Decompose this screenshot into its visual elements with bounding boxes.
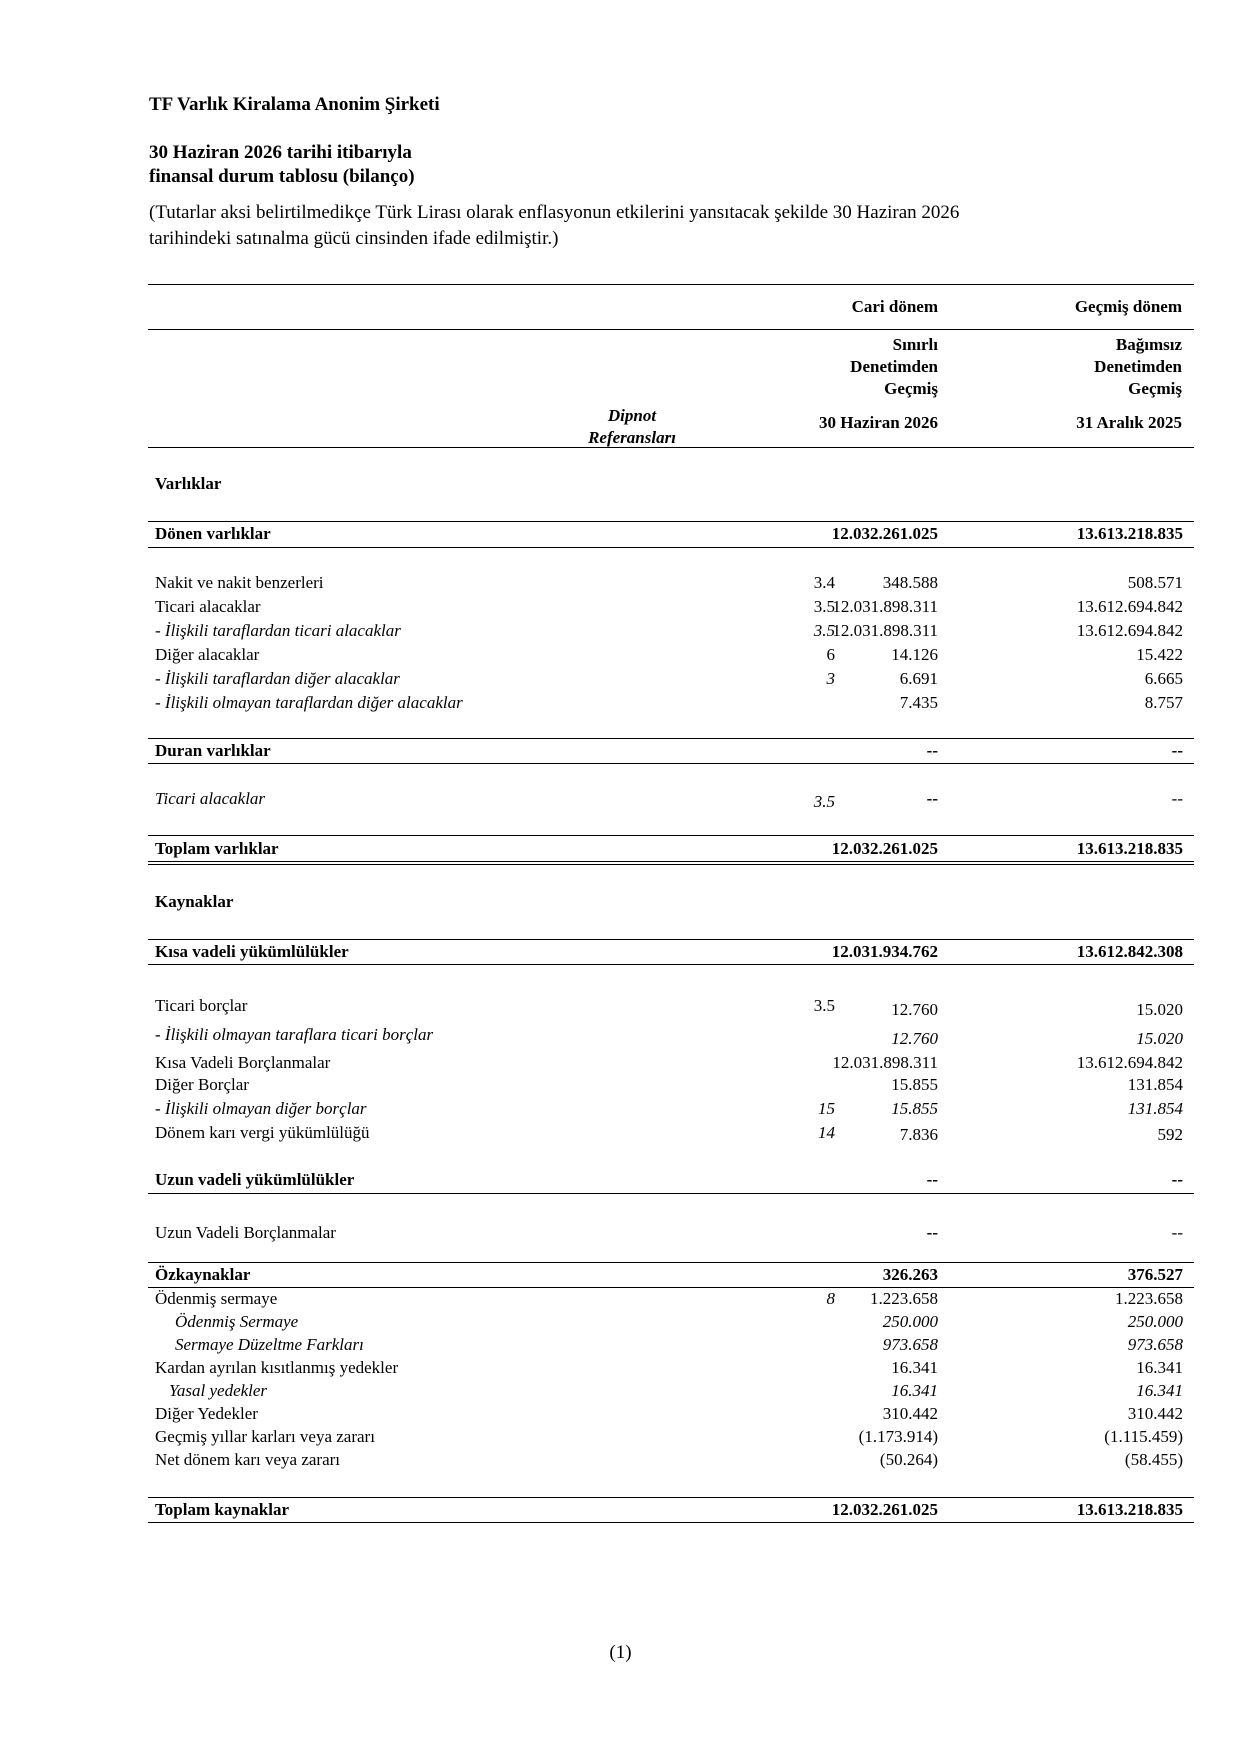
- value-prior: 13.612.694.842: [1076, 1053, 1183, 1072]
- row-label: Ticari alacaklar: [155, 789, 266, 808]
- audit2-header: [1094, 334, 1182, 400]
- liabilities-section-title: Kaynaklar: [155, 892, 234, 911]
- table-row: [155, 1289, 1183, 1311]
- period1-header: Cari dönem: [851, 297, 938, 316]
- equity-total-row: [155, 1265, 1183, 1287]
- value-prior: 13.612.842.308: [1076, 942, 1183, 961]
- double-rule: [148, 864, 1194, 865]
- assets-section-title: Varlıklar: [155, 474, 222, 493]
- ref-value: 3.5: [813, 621, 835, 640]
- value-prior: 973.658: [1127, 1335, 1183, 1354]
- value-current: 250.000: [882, 1312, 938, 1331]
- value-prior: 310.442: [1127, 1404, 1183, 1423]
- table-row: [155, 621, 1183, 643]
- value-prior: --: [1171, 789, 1183, 808]
- row-label: Diğer alacaklar: [155, 645, 260, 664]
- value-current: --: [926, 1170, 938, 1189]
- value-current: 12.031.898.311: [832, 621, 938, 640]
- header-rule: [148, 329, 1194, 330]
- audit2-line: Bağımsız: [1115, 335, 1182, 354]
- row-label: Yasal yedekler: [169, 1381, 268, 1400]
- row-label: Diğer Borçlar: [155, 1075, 249, 1094]
- table-row: [155, 1075, 1183, 1097]
- long-term-liabilities-total-row: [155, 1170, 1183, 1192]
- value-current: 12.032.261.025: [831, 839, 938, 858]
- table-top-rule: [148, 284, 1194, 285]
- row-label: Dönem karı vergi yükümlülüğü: [155, 1123, 370, 1142]
- rule: [148, 763, 1194, 764]
- row-label: - İlişkili olmayan taraflardan diğer alacaklar: [155, 693, 463, 712]
- audit2-line: Geçmiş: [1128, 379, 1182, 398]
- rule: [148, 964, 1194, 965]
- ref-value: 6: [826, 645, 835, 664]
- value-current: 12.032.261.025: [831, 524, 938, 543]
- table-row: [155, 1358, 1183, 1380]
- value-current: 973.658: [882, 1335, 938, 1354]
- date2-header: 31 Aralık 2025: [1076, 413, 1182, 432]
- total-liabilities-row: [155, 1500, 1183, 1522]
- row-label: Ödenmiş Sermaye: [175, 1312, 299, 1331]
- value-prior: 508.571: [1127, 573, 1183, 592]
- value-current: 310.442: [882, 1404, 938, 1423]
- value-prior: 1.223.658: [1115, 1289, 1183, 1308]
- row-label: Ticari borçlar: [155, 996, 248, 1015]
- value-prior: 15.020: [1136, 1029, 1183, 1048]
- value-prior: 16.341: [1136, 1358, 1183, 1377]
- rule: [148, 1522, 1194, 1523]
- audit1-line: Geçmiş: [884, 379, 938, 398]
- value-current: 12.760: [891, 1029, 938, 1048]
- table-row: [155, 1427, 1183, 1449]
- header-bottom-rule: [148, 447, 1194, 448]
- audit1-line: Sınırlı: [892, 335, 938, 354]
- table-row: [155, 669, 1183, 691]
- ref-value: 3: [826, 669, 835, 688]
- table-row: [155, 1312, 1183, 1334]
- row-label: Ticari alacaklar: [155, 597, 261, 616]
- ref-value: 3.5: [813, 996, 835, 1015]
- row-label: Uzun Vadeli Borçlanmalar: [155, 1223, 336, 1242]
- rule: [148, 521, 1194, 522]
- value-current: 14.126: [891, 645, 938, 664]
- ref-value: 14: [818, 1123, 835, 1142]
- ref-header: [562, 405, 702, 449]
- value-current: 7.836: [899, 1125, 938, 1144]
- value-prior: 13.612.694.842: [1076, 621, 1183, 640]
- value-prior: 250.000: [1127, 1312, 1183, 1331]
- value-current: 6.691: [899, 669, 938, 688]
- value-prior: 6.665: [1144, 669, 1183, 688]
- period2-header: Geçmiş dönem: [1074, 297, 1182, 316]
- current-assets-total-row: [155, 524, 1183, 546]
- table-row: [155, 573, 1183, 595]
- value-prior: 131.854: [1127, 1099, 1183, 1118]
- table-row: [155, 1099, 1183, 1121]
- table-row: [155, 597, 1183, 619]
- value-prior: 13.613.218.835: [1076, 839, 1183, 858]
- ref-header-line: Referansları: [588, 428, 676, 447]
- value-prior: --: [1171, 741, 1183, 760]
- value-prior: (1.115.459): [1104, 1427, 1183, 1446]
- rule: [148, 1193, 1194, 1194]
- table-row: [155, 1223, 1183, 1245]
- row-label: Nakit ve nakit benzerleri: [155, 573, 324, 592]
- value-current: 15.855: [891, 1075, 938, 1094]
- value-current: --: [926, 789, 938, 808]
- currency-note-line2: tarihindeki satınalma gücü cinsinden ifade edilmiştir.): [149, 228, 559, 249]
- value-current: 348.588: [882, 573, 938, 592]
- value-prior: 15.422: [1136, 645, 1183, 664]
- row-label: Sermaye Düzeltme Farkları: [175, 1335, 364, 1354]
- row-label: - İlişkili taraflardan diğer alacaklar: [155, 669, 400, 688]
- value-current: 12.032.261.025: [831, 1500, 938, 1519]
- row-label: - İlişkili olmayan diğer borçlar: [155, 1099, 367, 1118]
- rule: [148, 738, 1194, 739]
- table-row: [155, 1450, 1183, 1472]
- short-term-liabilities-total-row: [155, 942, 1183, 964]
- value-current: 16.341: [891, 1381, 938, 1400]
- page-number: (1): [609, 1642, 632, 1663]
- statement-title-line2: finansal durum tablosu (bilanço): [149, 166, 415, 187]
- value-current: 12.760: [891, 1000, 938, 1019]
- value-current: --: [926, 741, 938, 760]
- row-label: Kısa vadeli yükümlülükler: [155, 942, 349, 961]
- audit1-line: Denetimden: [850, 357, 938, 376]
- value-current: 326.263: [882, 1265, 938, 1284]
- double-rule: [148, 861, 1194, 862]
- table-row: [155, 789, 1183, 811]
- ref-value: 3.5: [813, 792, 835, 811]
- row-label: Toplam varlıklar: [155, 839, 279, 858]
- row-label: Kardan ayrılan kısıtlanmış yedekler: [155, 1358, 399, 1377]
- value-prior: 131.854: [1127, 1075, 1183, 1094]
- value-prior: 16.341: [1136, 1381, 1183, 1400]
- value-current: 7.435: [899, 693, 938, 712]
- table-row: [155, 1025, 1183, 1047]
- row-label: Duran varlıklar: [155, 741, 271, 760]
- date1-header: 30 Haziran 2026: [819, 413, 938, 432]
- value-current: 12.031.898.311: [832, 597, 938, 616]
- rule: [148, 1287, 1194, 1288]
- currency-note-line1: (Tutarlar aksi belirtilmedikçe Türk Lirası olarak enflasyonun etkilerini yansıtacak şekilde 30 Haziran 2026: [149, 202, 960, 223]
- audit1-header: [850, 334, 938, 400]
- value-current: (1.173.914): [858, 1427, 938, 1446]
- total-assets-row: [155, 839, 1183, 861]
- row-label: Diğer Yedekler: [155, 1404, 258, 1423]
- row-label: Toplam kaynaklar: [155, 1500, 289, 1519]
- table-row: [155, 996, 1183, 1018]
- ref-value: 15: [818, 1099, 835, 1118]
- row-label: Dönen varlıklar: [155, 524, 271, 543]
- value-current: --: [926, 1223, 938, 1242]
- ref-value: 3.5: [813, 597, 835, 616]
- value-prior: 8.757: [1144, 693, 1183, 712]
- row-label: - İlişkili taraflardan ticari alacaklar: [155, 621, 401, 640]
- row-label: Net dönem karı veya zararı: [155, 1450, 341, 1469]
- table-row: [155, 1404, 1183, 1426]
- row-label: Geçmiş yıllar karları veya zararı: [155, 1427, 375, 1446]
- rule: [148, 547, 1194, 548]
- rule: [148, 835, 1194, 836]
- row-label: Özkaynaklar: [155, 1265, 251, 1284]
- value-current: (50.264): [879, 1450, 938, 1469]
- table-row: [155, 1335, 1183, 1357]
- value-prior: 376.527: [1127, 1265, 1183, 1284]
- statement-title-line1: 30 Haziran 2026 tarihi itibarıyla: [149, 142, 412, 163]
- audit2-line: Denetimden: [1094, 357, 1182, 376]
- noncurrent-assets-total-row: [155, 741, 1183, 763]
- value-current: 15.855: [891, 1099, 938, 1118]
- row-label: Uzun vadeli yükümlülükler: [155, 1170, 355, 1189]
- table-row: [155, 645, 1183, 667]
- value-prior: --: [1171, 1170, 1183, 1189]
- value-prior: 13.612.694.842: [1076, 597, 1183, 616]
- value-prior: 15.020: [1136, 1000, 1183, 1019]
- rule: [148, 1262, 1194, 1263]
- row-label: - İlişkili olmayan taraflara ticari borçlar: [155, 1025, 434, 1044]
- company-name: TF Varlık Kiralama Anonim Şirketi: [149, 94, 440, 115]
- value-current: 1.223.658: [870, 1289, 938, 1308]
- value-prior: 13.613.218.835: [1076, 524, 1183, 543]
- ref-header-line: Dipnot: [607, 406, 657, 425]
- value-prior: --: [1171, 1223, 1183, 1242]
- row-label: Ödenmiş sermaye: [155, 1289, 278, 1308]
- rule: [148, 1497, 1194, 1498]
- table-row: [155, 693, 1183, 715]
- value-prior: 592: [1157, 1125, 1183, 1144]
- value-prior: 13.613.218.835: [1076, 1500, 1183, 1519]
- value-current: 12.031.934.762: [831, 942, 938, 961]
- value-current: 12.031.898.311: [832, 1053, 938, 1072]
- value-current: 16.341: [891, 1358, 938, 1377]
- table-row: [155, 1123, 1183, 1145]
- value-prior: (58.455): [1124, 1450, 1183, 1469]
- ref-value: 8: [826, 1289, 835, 1308]
- table-row: [155, 1053, 1183, 1075]
- table-row: [155, 1381, 1183, 1403]
- ref-value: 3.4: [813, 573, 835, 592]
- rule: [148, 939, 1194, 940]
- row-label: Kısa Vadeli Borçlanmalar: [155, 1053, 331, 1072]
